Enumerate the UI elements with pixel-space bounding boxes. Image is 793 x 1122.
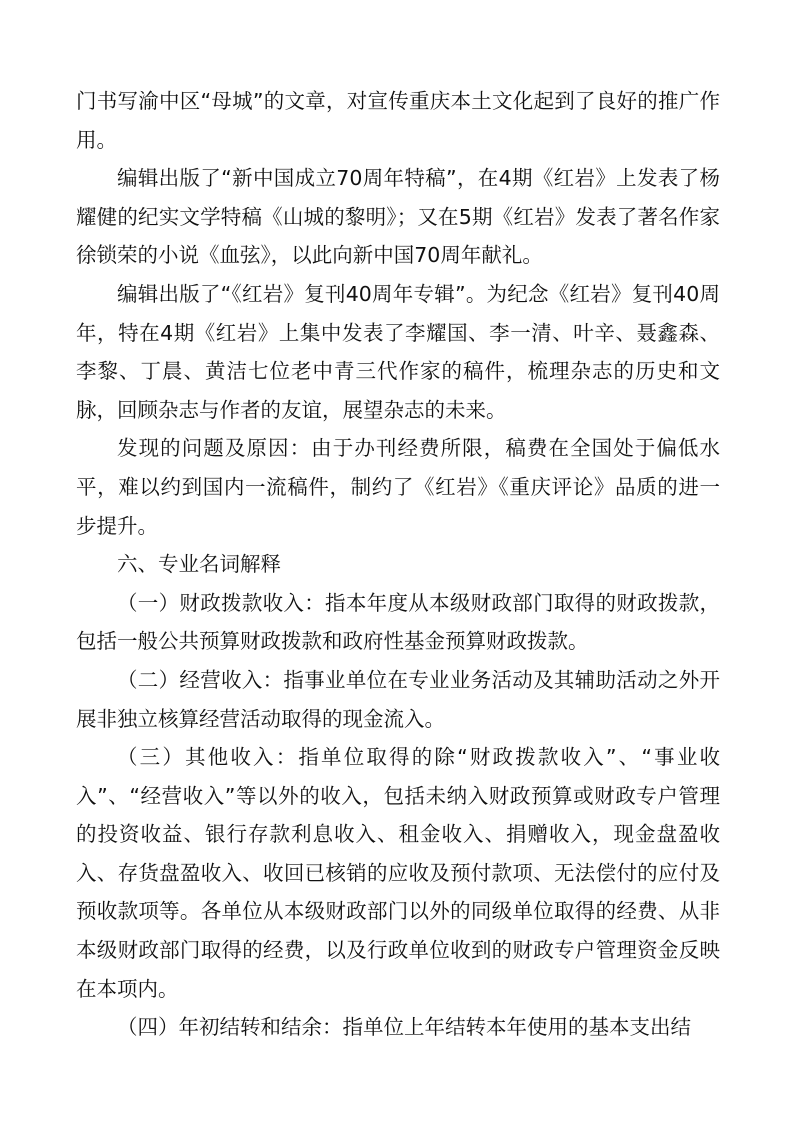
section-heading: 六、专业名词解释 [117, 552, 281, 577]
document-body [76, 82, 720, 1047]
paragraph-1: 门书写渝中区“母城”的文章，对宣传重庆本土文化起到了良好的推广作用。 [76, 89, 720, 152]
term-definition-3: （三）其他收入：指单位取得的除“财政拨款收入”、“事业收入”、“经营收入”等以外的收入，包括未纳入财政预算或财政专户管理的投资收益、银行存款利息收入、租金收入、捐赠收入，现金盘盈收入、存货盘盈收入、收回已核销的应收及预付款项、无法偿付的应付及预收款项等。各单位从本级财政部门以外的同级单位取得的经费、从非本级财政部门取得的经费，以及行政单位收到的财政专户管理资金反映在本项内。 [76, 745, 720, 1001]
term-definition-4: （四）年初结转和结余：指单位上年结转本年使用的基本支出结 [117, 1015, 691, 1040]
paragraph-4: 发现的问题及原因：由于办刊经费所限，稿费在全国处于偏低水平，难以约到国内一流稿件，制约了《红岩》《重庆评论》品质的进一步提升。 [76, 436, 720, 538]
term-definition-1: （一）财政拨款收入：指本年度从本级财政部门取得的财政拨款，包括一般公共预算财政拨款和政府性基金预算财政拨款。 [76, 590, 720, 654]
term-definition-2: （二）经营收入：指事业单位在专业业务活动及其辅助活动之外开展非独立核算经营活动取得的现金流入。 [76, 667, 720, 731]
paragraph-2: 编辑出版了“新中国成立70周年特稿”，在4期《红岩》上发表了杨耀健的纪实文学特稿《山城的黎明》；又在5期《红岩》发表了著名作家徐锁荣的小说《血弦》，以此向新中国70周年献礼。 [76, 166, 720, 268]
paragraph-3: 编辑出版了“《红岩》复刊40周年专辑”。为纪念《红岩》复刊40周年，特在4期《红岩》上集中发表了李耀国、李一清、叶辛、聂鑫森、李黎、丁晨、黄洁七位老中青三代作家的稿件，梳理杂志的历史和文脉，回顾杂志与作者的友谊，展望杂志的未来。 [76, 281, 720, 422]
